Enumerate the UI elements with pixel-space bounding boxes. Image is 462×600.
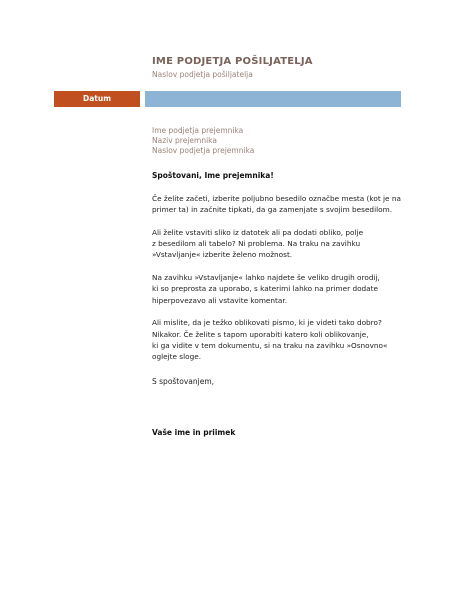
sender-company-address: Naslov podjetja pošiljatelja (152, 70, 253, 79)
sender-company-name: IME PODJETJA POŠILJATELJA (152, 56, 313, 67)
body-line: Ali mislite, da je težko oblikovati pismo, ki je videti tako dobro? (152, 318, 382, 328)
letter-body (152, 193, 420, 374)
body-paragraph-1[interactable] (152, 193, 420, 216)
body-paragraph-4[interactable] (152, 317, 420, 362)
date-label[interactable]: Datum (82, 94, 112, 103)
recipient-company-name[interactable]: Ime podjetja prejemnika (152, 126, 244, 135)
body-line: z besedilom ali tabelo? Ni problema. Na traku na zavihku (152, 239, 361, 249)
recipient-block (152, 126, 254, 156)
body-line: Če želite začeti, izberite poljubno besedilo označbe mesta (kot je na (152, 194, 401, 203)
body-paragraph-3[interactable] (152, 272, 420, 306)
date-band (54, 91, 140, 107)
closing[interactable]: S spoštovanjem, (152, 377, 215, 386)
signature-name[interactable]: Vaše ime in priimek (152, 428, 236, 437)
recipient-address[interactable]: Naslov podjetja prejemnika (152, 146, 255, 155)
body-paragraph-2[interactable] (152, 227, 420, 261)
body-line: hiperpovezavo ali vstavite komentar. (152, 295, 288, 305)
salutation[interactable]: Spoštovani, Ime prejemnika! (152, 171, 274, 180)
recipient-title[interactable]: Naziv prejemnika (152, 136, 217, 145)
body-line: »Vstavljanje« izberite želeno možnost. (152, 250, 293, 260)
body-line: Nikakor. Če želite s tapom uporabiti katero koli oblikovanje, (152, 329, 369, 339)
body-line: ki so preprosta za uporabo, s katerimi lahko na primer dodate (152, 284, 378, 294)
body-line: oglejte sloge. (152, 352, 202, 362)
body-line: primer ta) in začnite tipkati, da ga zamenjate s svojim besedilom. (152, 205, 393, 215)
body-line: Ali želite vstaviti sliko iz datotek ali pa dodati obliko, polje (152, 227, 364, 237)
body-line: ki ga vidite v tem dokumentu, si na traku na zavihku »Osnovno« (152, 340, 388, 350)
header-accent-band (145, 91, 401, 107)
body-line: Na zavihku »Vstavljanje« lahko najdete še veliko drugih orodij, (152, 273, 380, 283)
